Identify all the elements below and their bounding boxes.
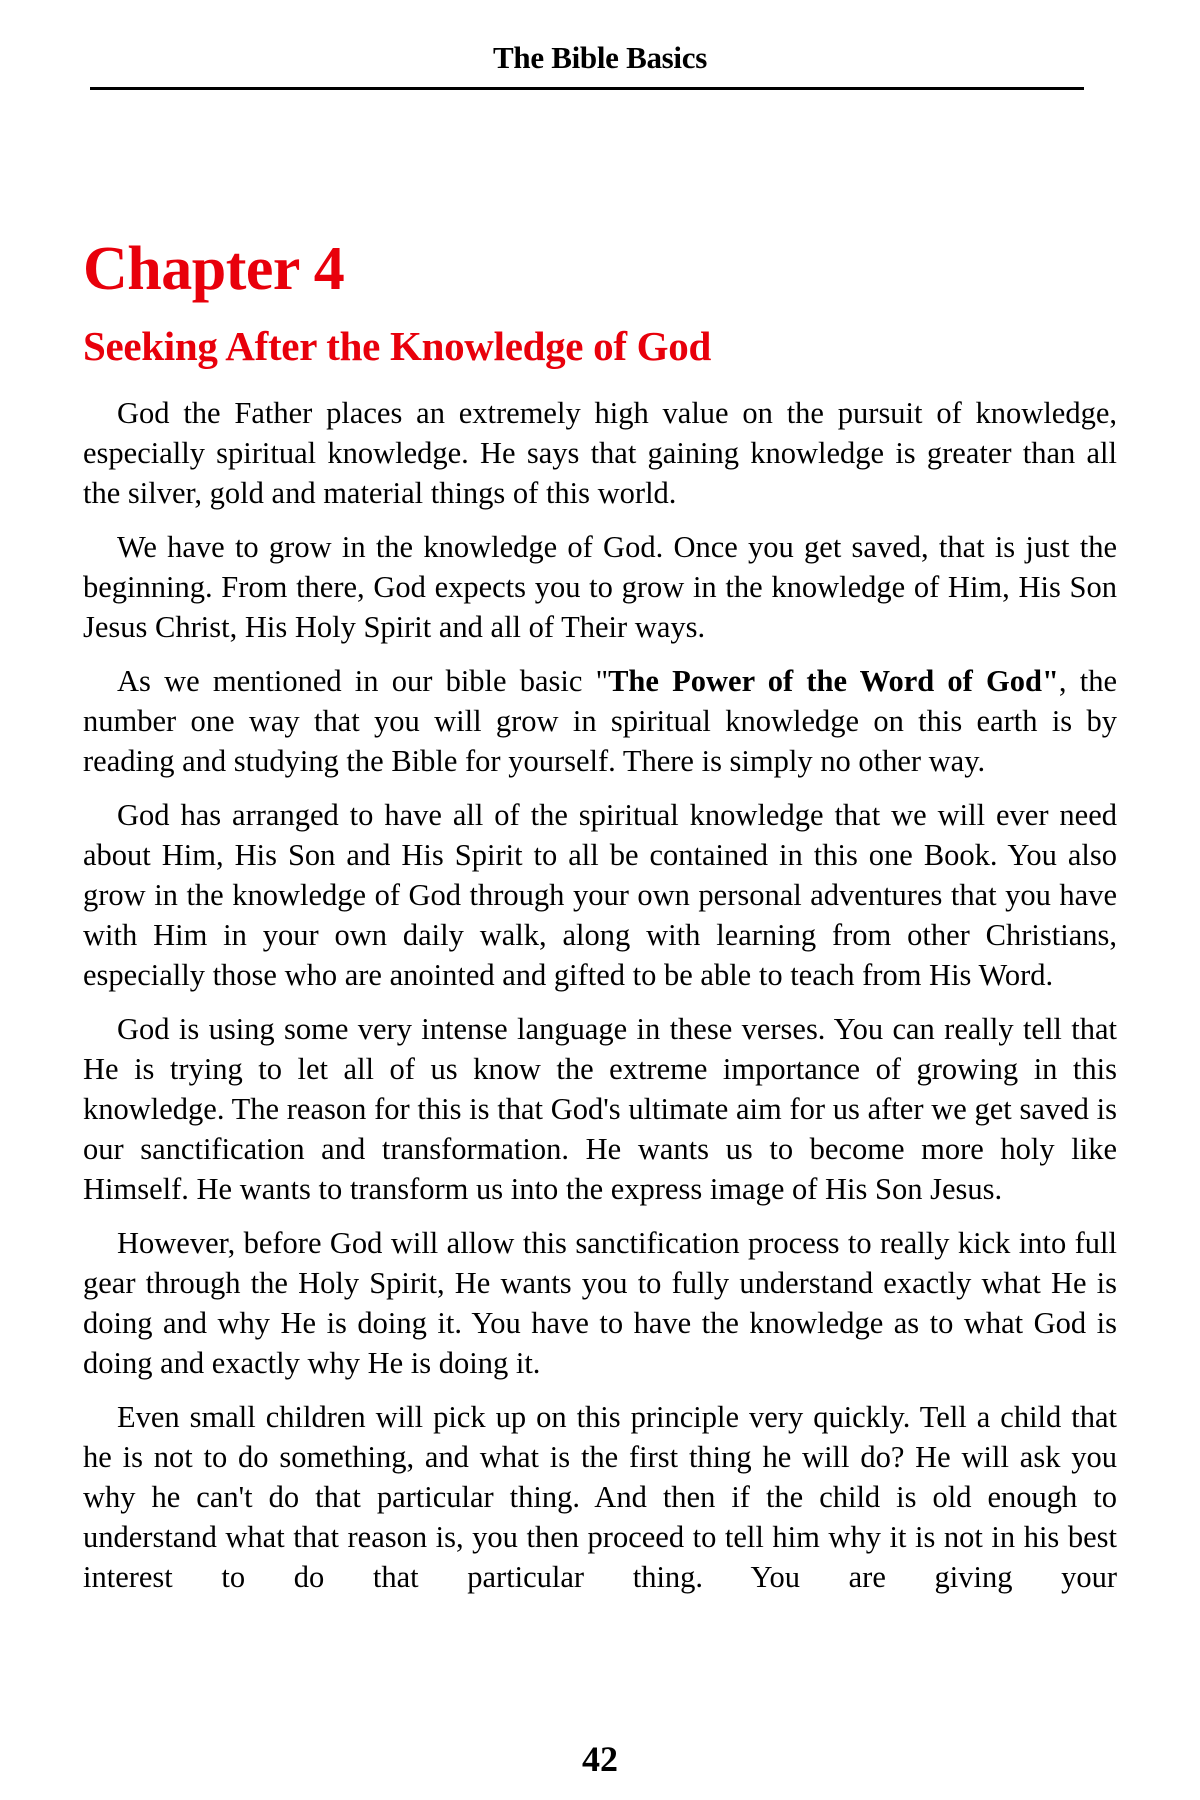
paragraph: God has arranged to have all of the spiritual knowledge that we will ever need about Him, His Son and His Spirit to all be contained in this one Book. You also grow in the knowledge of God through your own personal adventures that you have with Him in your own daily walk, along with learning from other Christians, especially those who are anointed and gifted to be able to teach from His Word. bbox=[83, 798, 1117, 992]
paragraph-text: As we mentioned in our bible basic " bbox=[117, 664, 609, 698]
page-number: 42 bbox=[582, 1739, 618, 1779]
book-title-reference: The Power of the Word of God" bbox=[608, 664, 1059, 698]
paragraph-text: , the number one way that you will grow in spiritual knowledge on this earth is by reading and studying the Bible for yourself. There is simply no other way. bbox=[83, 664, 1117, 778]
body-text bbox=[83, 393, 1117, 1611]
header-rule bbox=[90, 87, 1084, 90]
paragraph: Even small children will pick up on this principle very quickly. Tell a child that he is not to do something, and what is the first thing he will do? He will ask you why he can't do that particular thing. And then if the child is old enough to understand what that reason is, you then proceed to tell him why it is not in his best interest to do that particular thing. You are giving your bbox=[83, 1400, 1117, 1594]
paragraph: God is using some very intense language in these verses. You can really tell that He is trying to let all of us know the extreme importance of growing in this knowledge. The reason for this is that God's ultimate aim for us after we get saved is our sanctification and transformation. He wants us to become more holy like Himself. He wants to transform us into the express image of His Son Jesus. bbox=[83, 1012, 1117, 1206]
paragraph: We have to grow in the knowledge of God. Once you get saved, that is just the beginning. From there, God expects you to grow in the knowledge of Him, His Son Jesus Christ, His Holy Spirit and all of Their ways. bbox=[83, 530, 1117, 644]
paragraph: However, before God will allow this sanctification process to really kick into full gear through the Holy Spirit, He wants you to fully understand exactly what He is doing and why He is doing it. You have to have the knowledge as to what God is doing and exactly why He is doing it. bbox=[83, 1226, 1117, 1380]
paragraph bbox=[83, 661, 1117, 781]
paragraph: God the Father places an extremely high value on the pursuit of knowledge, especially spiritual knowledge. He says that gaining knowledge is greater than all the silver, gold and material things of this world. bbox=[83, 396, 1117, 510]
chapter-title: Seeking After the Knowledge of God bbox=[83, 323, 711, 369]
chapter-label: Chapter 4 bbox=[83, 235, 345, 303]
running-header-title: The Bible Basics bbox=[493, 40, 707, 75]
